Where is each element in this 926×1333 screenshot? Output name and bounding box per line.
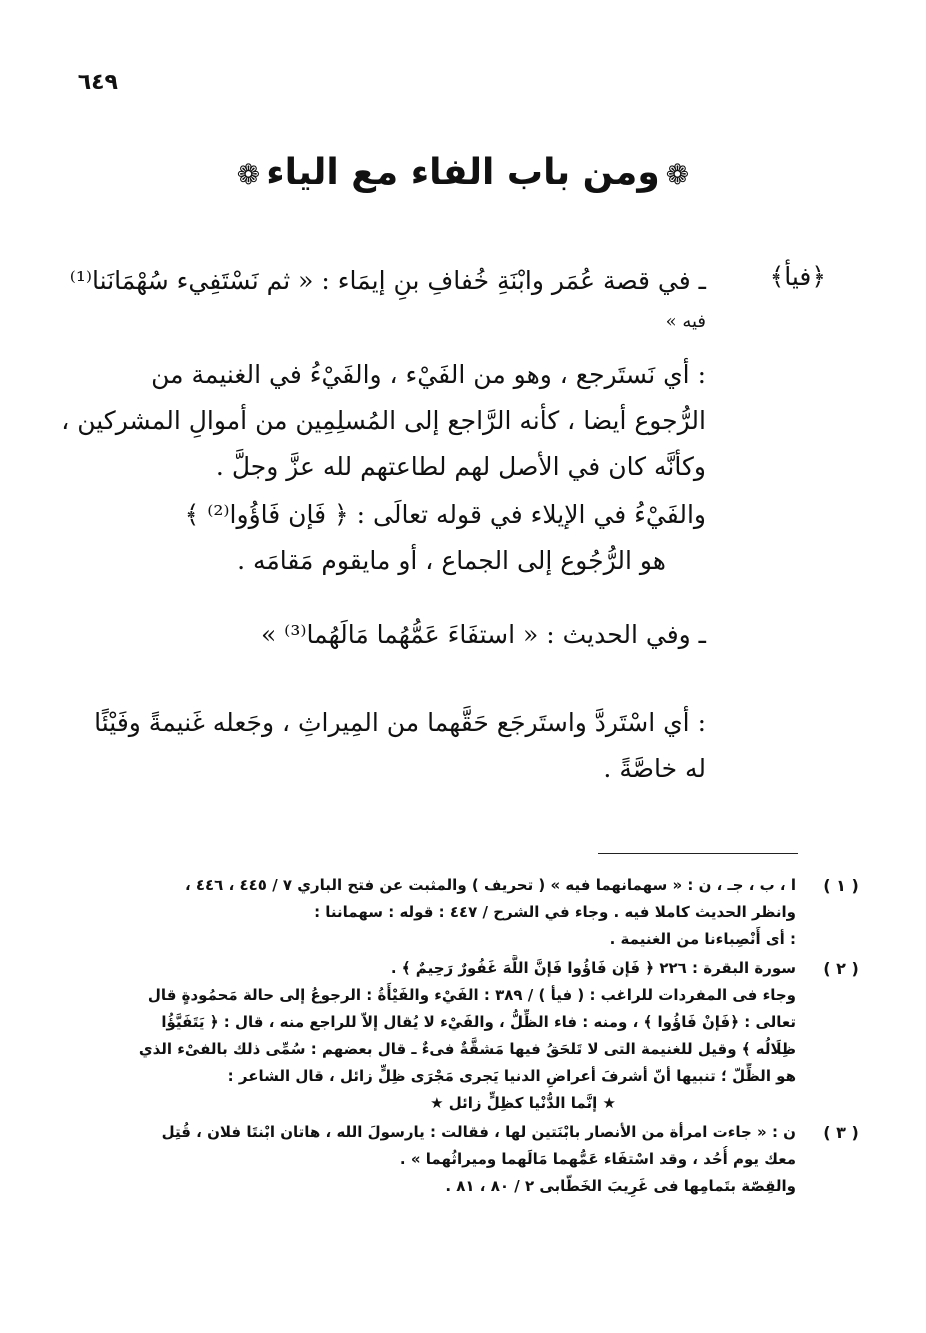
entry-intro-line-end: فيه » xyxy=(665,311,706,332)
footnote-verse: ★ إنَّما الدُّنْيا كظِلٍّ زائل ★ xyxy=(430,1094,616,1112)
footnote-line: ا ، ب ، جـ ، ن : « سهمانهما فيه » ( تحريف ) والمثبت عن فتح الباري ٧ / ٤٤٥ ، ٤٤٦ ، xyxy=(184,876,796,894)
page-number: ٦٤٩ xyxy=(77,70,118,95)
text-line: الرُّجوع أيضا ، كأنه الرَّاجع إلى المُسلِمِين من أموالِ المشركين ، xyxy=(61,406,706,435)
footnote-line: وجاء فى المفردات للراغب : ( فيأ ) / ٣٨٩ : الفَيْء والفَيْأَةُ : الرجوعُ إلى حالة مَحمُودةٍ قال xyxy=(147,986,796,1004)
text-line: هو الرُّجُوع إلى الجماع ، أو مايقوم مَقامَه . xyxy=(237,546,666,575)
hadith-line: ـ وفي الحديث : « استفَاءَ عَمُّهُما مَالَهُما⁽³⁾ » xyxy=(260,620,706,649)
chapter-title-text: ومن باب الفاء مع الياء xyxy=(266,152,660,193)
footnote-line: ظِلَالُه ﴾ وقيل للغنيمة التى لا تَلحَقُ فيها مَشقَّةٌ فىءٌ ـ قال بعضهم : سُمِّى ذلك بالفىْء الذي xyxy=(138,1040,796,1058)
chapter-title xyxy=(0,152,926,193)
entry-headword: ﴿فيأ﴾ xyxy=(769,262,826,291)
entry-explanation-block-1 xyxy=(61,352,706,490)
footnote-number: ( ١ ) xyxy=(823,876,859,895)
footnote-2 xyxy=(50,955,859,1117)
footnote-line: والقِصّة بتَمامِها فى غَرِيبَ الخَطّابى ٢ / ٨٠ ، ٨١ . xyxy=(445,1177,796,1195)
entry-explanation-block-2 xyxy=(70,492,706,584)
text-line: له خاصَّةً . xyxy=(603,754,706,783)
footnote-separator xyxy=(598,853,798,854)
footnote-3 xyxy=(50,1119,859,1200)
footnote-line: هو الظِّلّ ؛ تنبيها أنّ أشرفَ أعراضِ الدنيا يَجرى مَجْرَى ظِلٍّ زائل ، قال الشاعر : xyxy=(227,1067,796,1085)
footnotes xyxy=(50,872,859,1202)
footnote-line: : أى أَنْصِباءنا من الغنيمة . xyxy=(609,930,796,948)
footnote-1 xyxy=(50,872,859,953)
footnote-number: ( ٢ ) xyxy=(823,959,859,978)
footnote-line: وانظر الحديث كاملا فيه . وجاء في الشرح / ٤٤٧ : قوله : سهماننا : xyxy=(314,903,796,921)
footnote-line: معك يوم أُحُد ، وقد اسْتفَاء عَمُّهما مَالَهما وميراثُهما » . xyxy=(399,1150,796,1168)
text-line: : أي اسْتَردَّ واستَرجَع حَقَّهما من المِيراثِ ، وجَعله غَنيمةً وفَيْئًا xyxy=(94,708,706,737)
footnote-line: ن : « جاءت امرأة من الأنصار بابْنَتين لها ، فقالت : يارسولَ الله ، هاتان ابْنتَا فلان ، قُتِل xyxy=(161,1123,796,1141)
footnote-line: سورة البقرة : ٢٢٦ ﴿ فَإن فَاؤُوا فَإنَّ اللَّهَ غَفُورٌ رَحِيمٌ ﴾ . xyxy=(390,959,796,977)
entry-explanation-block-4 xyxy=(70,700,706,792)
footnote-number: ( ٣ ) xyxy=(823,1123,859,1142)
text-line: وكأنَّه كان في الأصل لهم لطاعتهم لله عزَّ وجلَّ . xyxy=(215,452,706,481)
footnote-line: تعالى : ﴿فَإنْ فَاؤُوا ﴾ ، ومنه : فاء الظِّلُّ ، والفَيْء لا يُقال إلاّ للراجع منه ، قال : ﴿ يَتَفَيَّؤُا xyxy=(161,1013,796,1031)
text-line: والفَيْءُ في الإيلاء في قوله تعالَى : ﴿ فَإن فَاؤُوا⁽²⁾ ﴾ xyxy=(184,500,706,529)
ornament-open-icon: ❁ xyxy=(665,158,690,191)
entry-intro xyxy=(70,258,706,340)
ornament-close-icon: ❁ xyxy=(236,158,261,191)
entry-intro-line: ـ في قصة عُمَر وابْنَةِ خُفافِ بنِ إيمَاء : « ثم نَسْتَفِيء سُهْمَانَنا⁽¹⁾ xyxy=(69,266,706,295)
text-line: : أي نَستَرجع ، وهو من الفَيْء ، والفَيْءُ في الغنيمة من xyxy=(151,360,706,389)
